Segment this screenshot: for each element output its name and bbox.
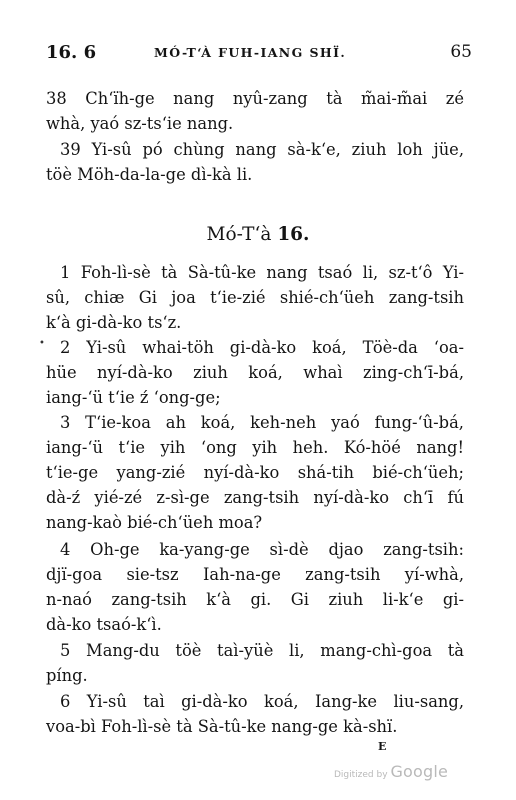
header-title: MÓ-T‘À FUH-IANG SHÏ. xyxy=(154,45,347,60)
page-number: 65 xyxy=(450,42,472,62)
verse-line: 3 T‘ie-koa ah koá, keh-neh yaó fung-‘û-bá, xyxy=(60,413,464,432)
verse-line: n-naó zang-tsih k‘à gi. Gi ziuh li-k‘e gi- xyxy=(46,590,464,609)
verse-line: dà-ko tsaó-k‘ì. xyxy=(46,615,162,634)
verse-line: 2 Yi-sû whai-töh gi-dà-ko koá, Töè-da ‘oa- xyxy=(60,338,464,357)
stray-mark: • xyxy=(39,338,45,349)
verse-line: djï-goa sie-tsz Iah-na-ge zang-tsih yí-whà, xyxy=(46,565,464,584)
google-watermark xyxy=(334,762,448,781)
chapter-number: 16. xyxy=(277,224,310,245)
watermark-prefix: Digitized by xyxy=(334,770,388,780)
verse-line: k‘à gi-dà-ko ts‘z. xyxy=(46,313,182,332)
verse-line: iang-‘ü t‘ie yih ‘ong yih heh. Kó-höé nang! xyxy=(46,438,464,457)
verse-line: 38 Ch‘ïh-ge nang nyû-zang tà m̃ai-m̃ai zé xyxy=(46,89,464,108)
verse-line: 5 Mang-du töè taì-yüè li, mang-chì-goa tà xyxy=(60,641,464,660)
verse-line: nang-kaò bié-ch‘üeh moa? xyxy=(46,513,263,532)
signature-mark: E xyxy=(378,740,387,753)
chapter-heading xyxy=(0,224,516,245)
watermark-brand: Google xyxy=(390,762,449,781)
verse-line: töè Möh-da-la-ge dì-kà li. xyxy=(46,165,253,184)
running-header xyxy=(46,42,472,66)
verse-line: dà-ź yié-zé z-sì-ge zang-tsih nyí-dà-ko ch‘ī fú xyxy=(46,488,464,507)
chapter-label: Mó-T‘à xyxy=(206,224,272,245)
verse-line: voa-bì Foh-lì-sè tà Sà-tû-ke nang-ge kà-shï. xyxy=(46,717,398,736)
verse-line: t‘ie-ge yang-zié nyí-dà-ko shá-tih bié-ch‘üeh; xyxy=(46,463,464,482)
verse-line: píng. xyxy=(46,666,88,685)
verse-line: 1 Foh-lì-sè tà Sà-tû-ke nang tsaó li, sz-t‘ô Yi- xyxy=(60,263,464,282)
header-section-number: 16. 6 xyxy=(46,42,97,63)
verse-line: 4 Oh-ge ka-yang-ge sì-dè djao zang-tsih: xyxy=(60,540,464,559)
verse-line: sû, chiæ Gi joa t‘ie-zié shié-ch‘üeh zang-tsih xyxy=(46,288,464,307)
verse-line: whà, yaó sz-ts‘ie nang. xyxy=(46,114,234,133)
verse-line: hüe nyí-dà-ko ziuh koá, whaì zing-ch‘ī-bá, xyxy=(46,363,464,382)
verse-line: 39 Yi-sû pó chùng nang sà-k‘e, ziuh loh jüe, xyxy=(60,140,464,159)
verse-line: iang-‘ü t‘ie ź ‘ong-ge; xyxy=(46,388,221,407)
verse-line: 6 Yi-sû taì gi-dà-ko koá, Iang-ke liu-sang, xyxy=(60,692,464,711)
